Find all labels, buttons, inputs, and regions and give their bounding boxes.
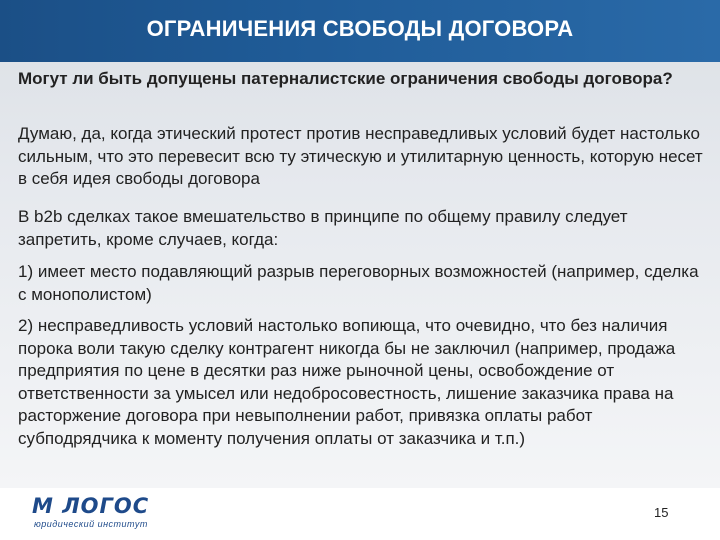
page-number: 15 xyxy=(654,505,669,520)
title-bar xyxy=(0,0,720,62)
question-paragraph: Могут ли быть допущены патерналистские ограничения свободы договора? xyxy=(18,69,673,88)
answer-paragraph: Думаю, да, когда этический протест против несправедливых условий будет настолько сильным, что это перевесит всю ту этическую и утилитарную ценность, которую несет в себя идея свободы договора xyxy=(18,124,703,188)
b2b-paragraph: В b2b сделках такое вмешательство в принципе по общему правилу следует запретить, кроме случаев, когда: xyxy=(18,207,628,249)
case-2-paragraph: 2) несправедливость условий настолько вопиюща, что очевидно, что без наличия порока воли такую сделку контрагент никогда бы не заключил (например, продажа предприятия по цене в десятки раз ниже рыночной цены, освобождение от ответственности за умысел или недобросовестность, лишение заказчика права на расторжение договора при невыполнении работ, привязка оплаты работ субподрядчика к моменту получения оплаты от заказчика и т.п.) xyxy=(18,316,676,448)
logo-subtitle: юридический институт xyxy=(34,519,148,529)
logo-wordmark: М ЛОГОС xyxy=(32,494,150,518)
slide-title: ОГРАНИЧЕНИЯ СВОБОДЫ ДОГОВОРА xyxy=(146,16,574,41)
case-1-paragraph: 1) имеет место подавляющий разрыв переговорных возможностей (например, сделка с монополистом) xyxy=(18,262,699,304)
logos-logo xyxy=(32,494,162,530)
